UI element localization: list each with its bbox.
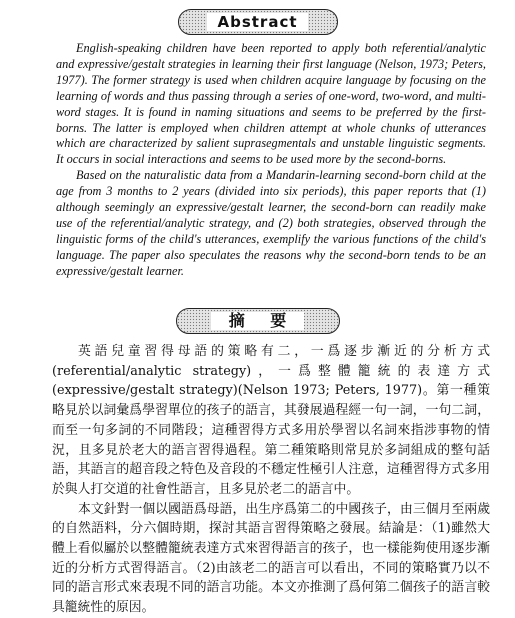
chinese-paragraph-2: 本文針對一個以國語爲母語，出生序爲第二的中國孩子，由三個月至兩歲的自然語料，分六個時期，探討其語言習得策略之發展。結論是：（1)雖然大體上看似屬於以整體籠統表達方式來習得語言的孩子，也一樣能夠使用逐步漸近的分析方式習得語言。（2)由該老二的語言可以看出，不同的策略實乃以不同的語言形式來表現不同的語言功能。本文亦推測了爲何第二個孩子的語言較具籠統性的原因。 xyxy=(52,501,490,616)
english-paragraph-2: Based on the naturalistic data from a Mandarin-learning second-born child at the age from 3 months to 2 years (divided into six periods), this paper reports that (1) although seemingly an expressive/gestalt learner, the second-born can readily make use of the referential/analytic strategy, and (2) both strategies, observed through the linguistic forms of the child's utterances, exemplify the various functions of the child's language. The paper also speculates the reasons why the second-born tends to be an expressive/gestalt learner. xyxy=(56,168,486,278)
abstract-heading-badge xyxy=(178,9,338,35)
chinese-heading-badge xyxy=(176,308,340,334)
chinese-abstract xyxy=(52,342,490,618)
abstract-heading: Abstract xyxy=(207,13,307,31)
chinese-paragraph-1: 英語兒童習得母語的策略有二，一爲逐步漸近的分析方式(referential/analytic strategy)，一爲整體籠統的表達方式(expressive/gestalt strategy)(Nelson 1973; Peters, 1977)。第一種策略見於以詞彙爲學習單位的孩子的語言，其發展過程經一句一詞，一句二詞，而至一句多詞的不同階段；這種習得方式多用於學習以名詞來指涉事物的情況，且多見於老大的語言習得過程。第二種策略則常見於多詞組成的整句話語，其語言的超音段之特色及音段的不穩定性極引人注意，這種習得方式多用於與人打交道的社會性語言，且多見於老二的語言中。 xyxy=(52,344,490,497)
english-paragraph-1: English-speaking children have been reported to apply both referential/analytic and expressive/gestalt strategies in learning their first language (Nelson, 1973; Peters, 1977). The former strategy is used when children acquire language by focusing on the learning of words and thus passing through a series of one-word, two-word, and multi-word stages. It is found in naming situations and seems to be preferred by the first-borns. The latter is employed when children attempt at whole chunks of utterances which are characterized by salient suprasegmentals and unstable linguistic segments. It occurs in social interactions and seems to be used more by the second-borns. xyxy=(56,41,486,167)
english-abstract xyxy=(56,41,486,280)
chinese-heading: 摘 要 xyxy=(211,312,305,330)
